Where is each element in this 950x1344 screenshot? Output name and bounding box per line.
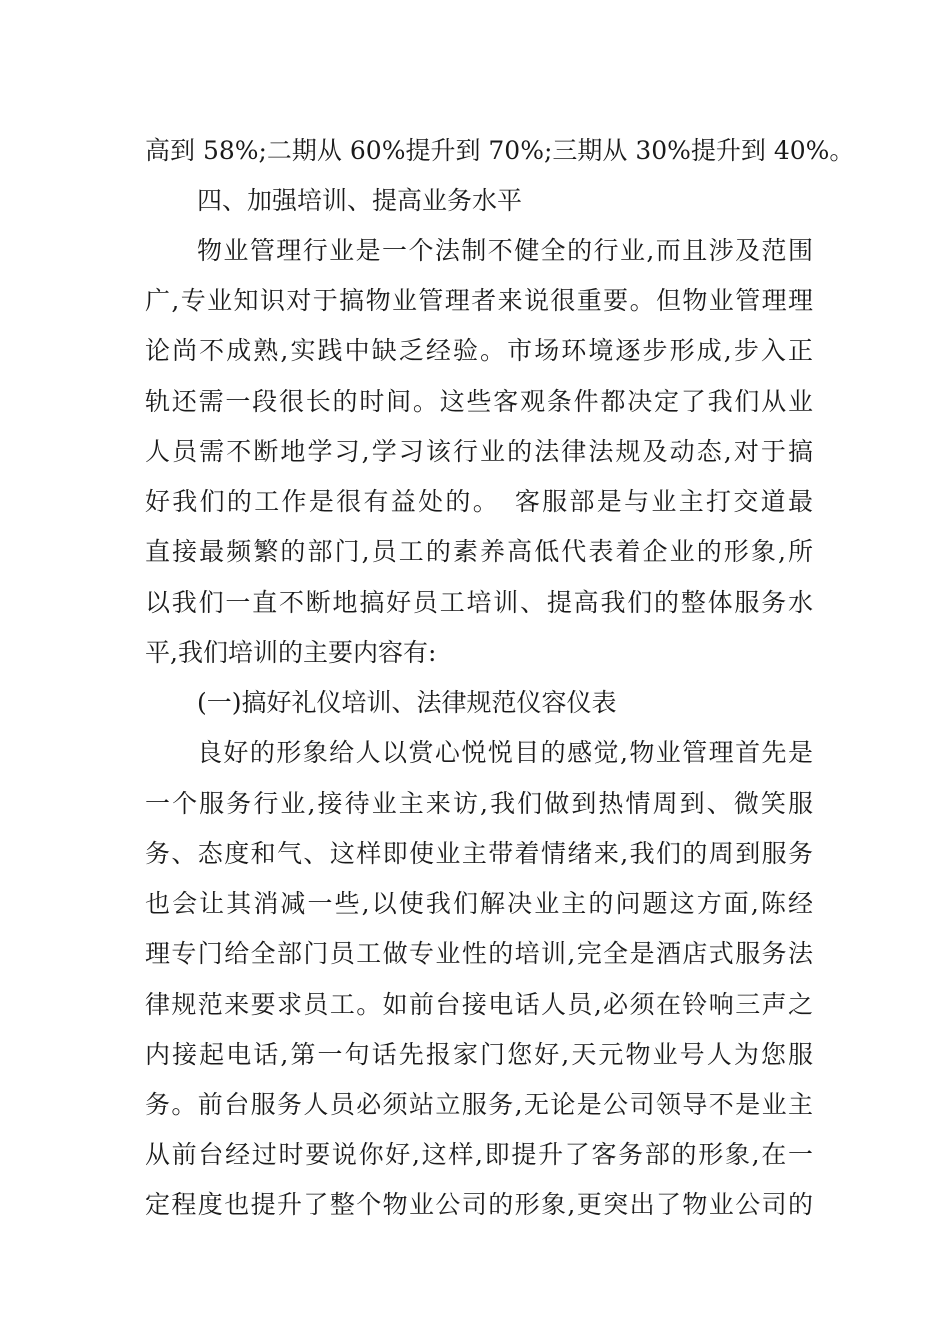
text-line-17: 理专门给全部门员工做专业性的培训,完全是酒店式服务法	[145, 939, 813, 968]
text-line-18: 律规范来要求员工。如前台接电话人员,必须在铃响三声之	[145, 990, 813, 1019]
text-line-10: 以我们一直不断地搞好员工培训、提高我们的整体服务水	[145, 588, 813, 617]
text-line-7: 人员需不断地学习,学习该行业的法律法规及动态,对于搞	[145, 437, 813, 466]
text-line-4: 广,专业知识对于搞物业管理者来说很重要。但物业管理理	[145, 286, 813, 315]
text-line-20: 务。前台服务人员必须站立服务,无论是公司领导不是业主	[145, 1090, 813, 1119]
section-heading-4: 四、加强培训、提高业务水平	[197, 186, 523, 215]
text-line-22: 定程度也提升了整个物业公司的形象,更突出了物业公司的	[145, 1190, 813, 1219]
text-line-16: 也会让其消减一些,以使我们解决业主的问题这方面,陈经	[145, 889, 813, 918]
text-line-8: 好我们的工作是很有益处的。 客服部是与业主打交道最	[145, 487, 813, 516]
text-line-15: 务、态度和气、这样即使业主带着情绪来,我们的周到服务	[145, 839, 813, 868]
text-line-21: 从前台经过时要说你好,这样,即提升了客务部的形象,在一	[145, 1140, 813, 1169]
text-line-5: 论尚不成熟,实践中缺乏经验。市场环境逐步形成,步入正	[145, 336, 813, 365]
text-line-1: 高到 58%;二期从 60%提升到 70%;三期从 30%提升到 40%。	[145, 136, 855, 165]
text-line-3: 物业管理行业是一个法制不健全的行业,而且涉及范围	[197, 236, 813, 265]
text-line-9: 直接最频繁的部门,员工的素养高低代表着企业的形象,所	[145, 537, 813, 566]
text-line-11: 平,我们培训的主要内容有:	[145, 638, 437, 667]
subsection-heading-1: (一)搞好礼仪培训、法律规范仪容仪表	[197, 688, 617, 717]
text-line-19: 内接起电话,第一句话先报家门您好,天元物业号人为您服	[145, 1040, 813, 1069]
text-line-14: 一个服务行业,接待业主来访,我们做到热情周到、微笑服	[145, 789, 813, 818]
text-line-6: 轨还需一段很长的时间。这些客观条件都决定了我们从业	[145, 387, 813, 416]
text-line-13: 良好的形象给人以赏心悦悦目的感觉,物业管理首先是	[197, 738, 813, 767]
